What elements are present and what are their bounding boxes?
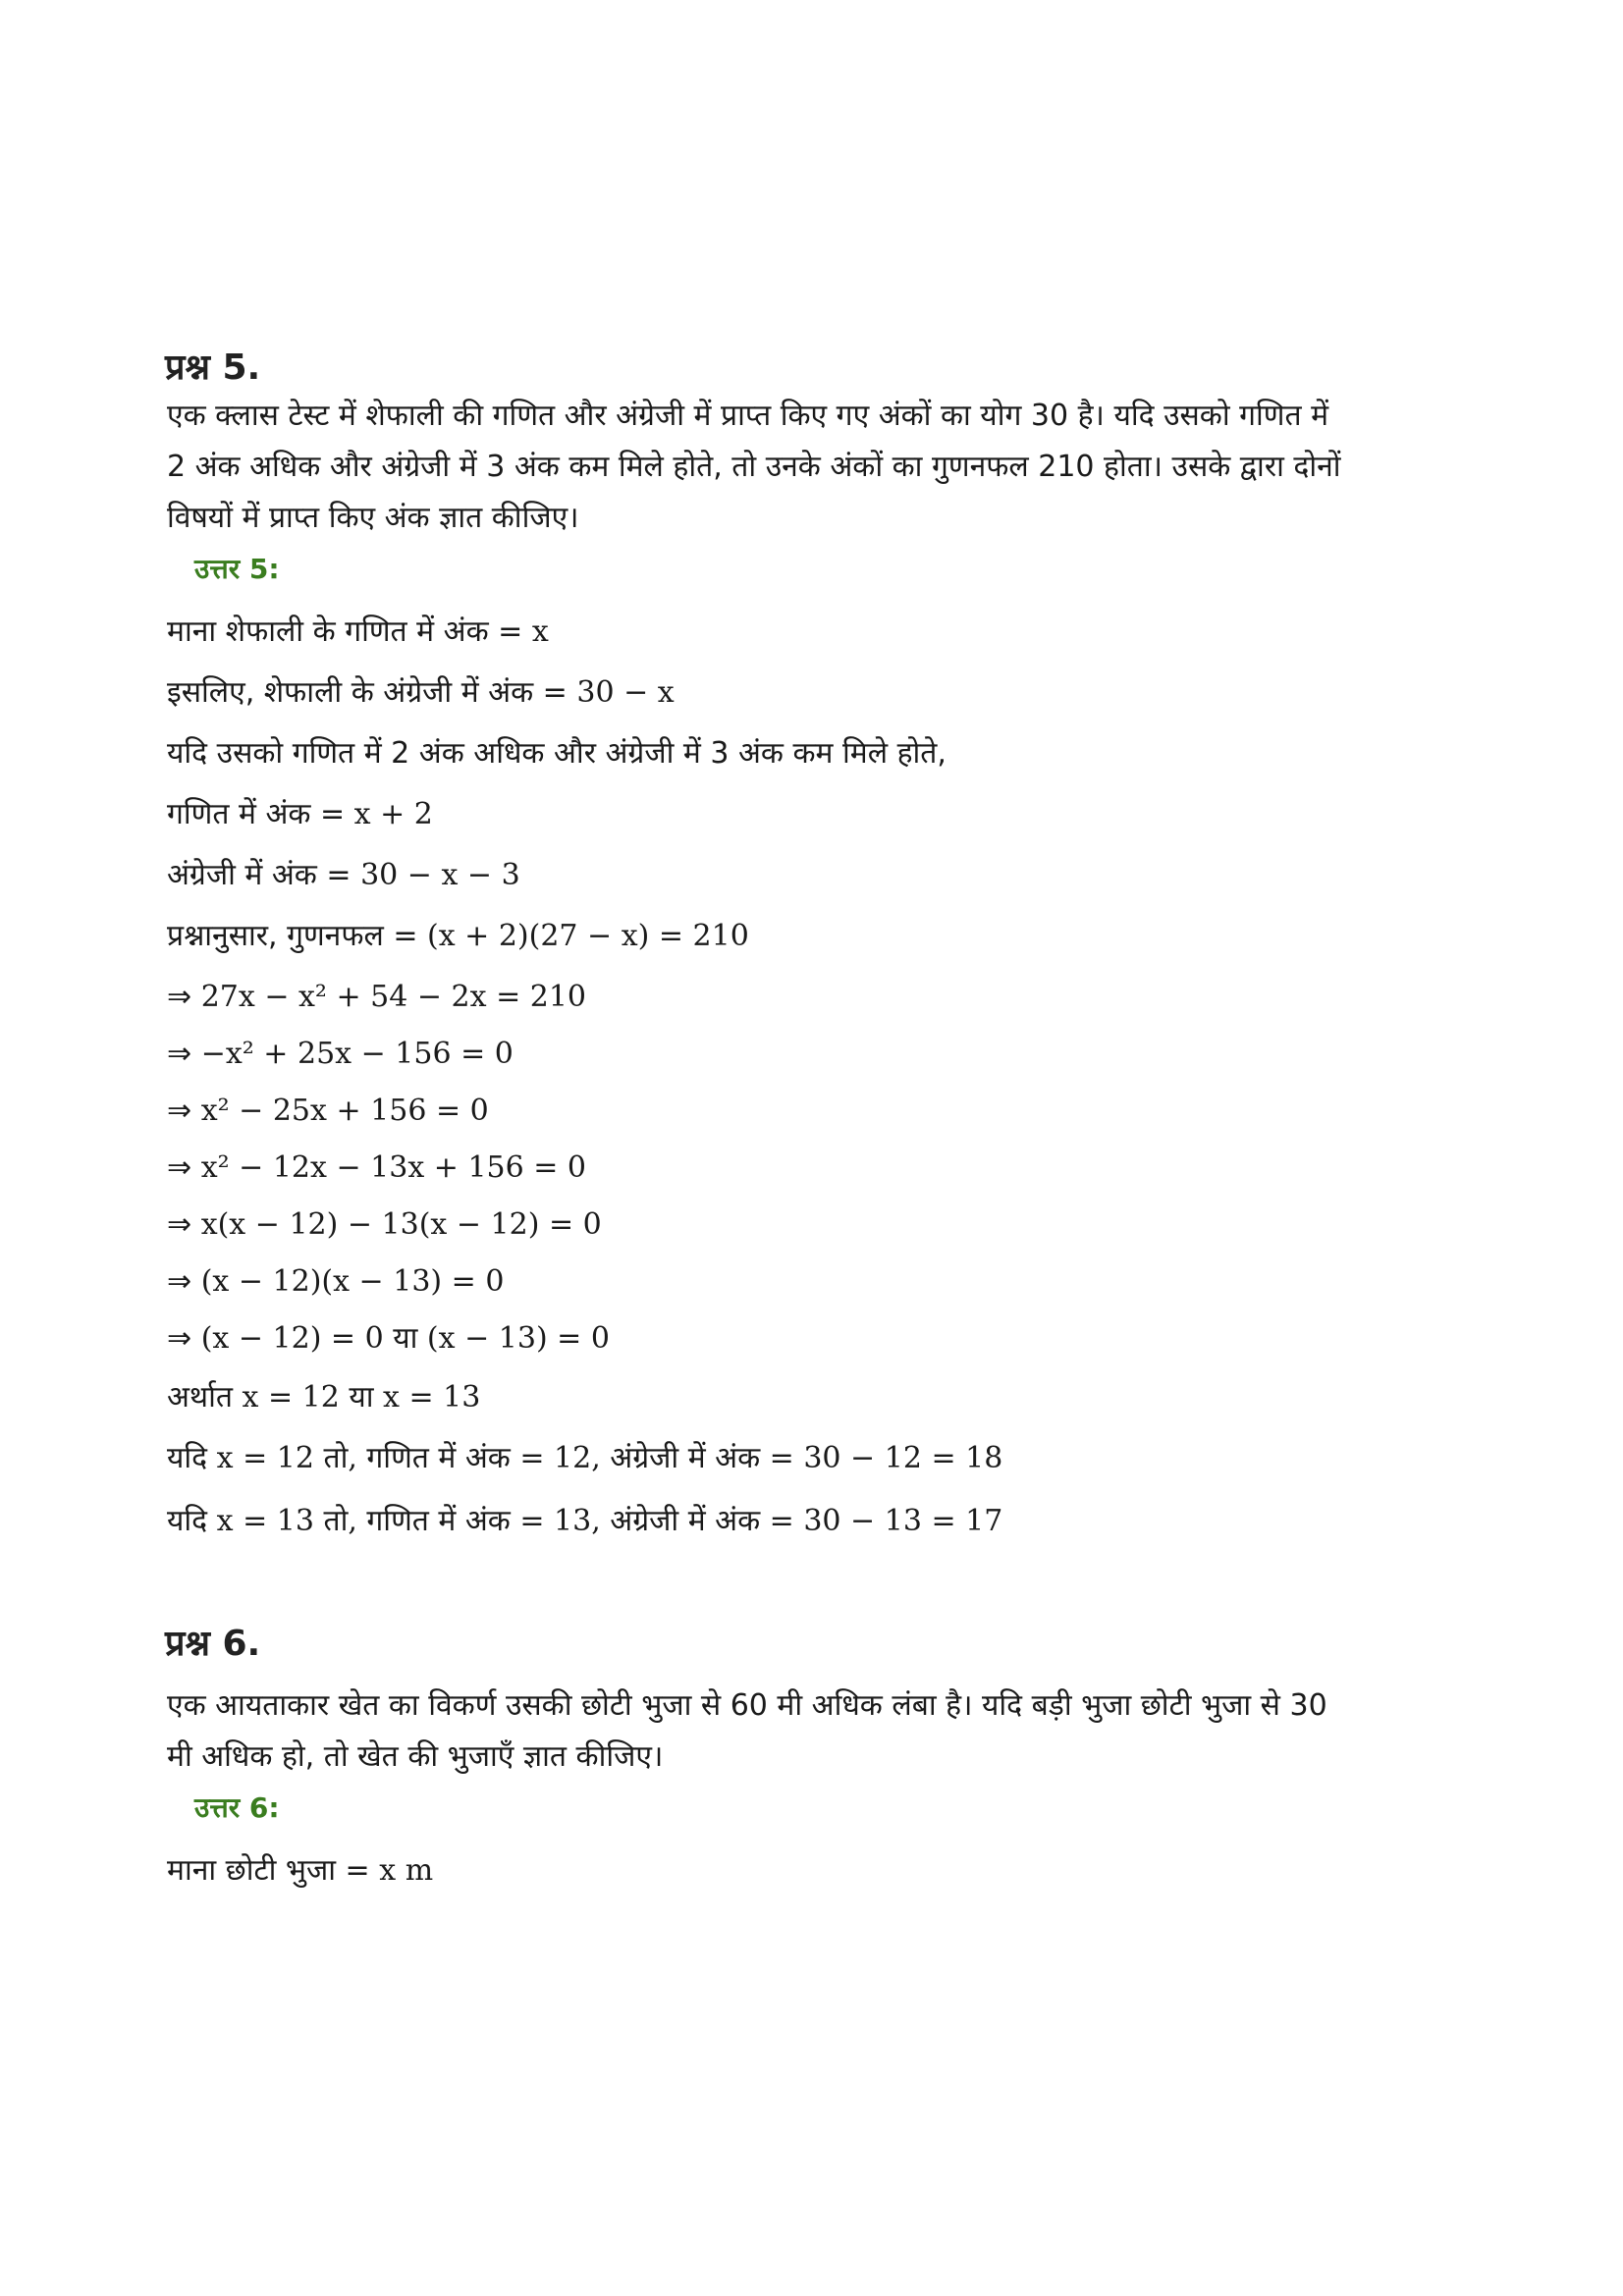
answer-6-title: उत्तर 6: bbox=[194, 1791, 280, 1824]
question-6-text: एक आयताकार खेत का विकर्ण उसकी छोटी भुजा से 60 मी अधिक लंबा है। यदि बड़ी भुजा छोटी भुजा से 30 मी अधिक हो, तो खेत की भुजाएँ ज्ञात कीजिए। bbox=[167, 1688, 1327, 1774]
answer-6-line: माना छोटी भुजा = x m bbox=[167, 1853, 434, 1888]
answer-5-title: उत्तर 5: bbox=[194, 553, 280, 585]
answer-5-line: ⇒ 27x − x² + 54 − 2x = 210 bbox=[167, 980, 587, 1014]
answer-5-line: यदि x = 13 तो, गणित में अंक = 13, अंग्रेजी में अंक = 30 − 13 = 17 bbox=[167, 1504, 1003, 1538]
answer-5-line: इसलिए, शेफाली के अंग्रेजी में अंक = 30 − x bbox=[167, 675, 675, 710]
answer-5-line: ⇒ x(x − 12) − 13(x − 12) = 0 bbox=[167, 1207, 602, 1242]
answer-5-line: अर्थात x = 12 या x = 13 bbox=[167, 1380, 481, 1415]
answer-5-line: यदि उसको गणित में 2 अंक अधिक और अंग्रेजी में 3 अंक कम मिले होते, bbox=[167, 736, 947, 771]
answer-5-line: अंग्रेजी में अंक = 30 − x − 3 bbox=[167, 858, 520, 892]
answer-5-line: प्रश्नानुसार, गुणनफल = (x + 2)(27 − x) = 210 bbox=[167, 919, 749, 953]
answer-5-line: ⇒ −x² + 25x − 156 = 0 bbox=[167, 1037, 514, 1071]
answer-5-line: ⇒ (x − 12) = 0 या (x − 13) = 0 bbox=[167, 1321, 610, 1356]
answer-5-line: यदि x = 12 तो, गणित में अंक = 12, अंग्रेजी में अंक = 30 − 12 = 18 bbox=[167, 1441, 1003, 1475]
answer-5-line: ⇒ x² − 12x − 13x + 156 = 0 bbox=[167, 1150, 587, 1185]
answer-5-line: ⇒ (x − 12)(x − 13) = 0 bbox=[167, 1264, 505, 1299]
question-6-title: प्रश्न 6. bbox=[165, 1624, 261, 1664]
answer-5-line: गणित में अंक = x + 2 bbox=[167, 797, 433, 831]
answer-5-line: माना शेफाली के गणित में अंक = x bbox=[167, 614, 549, 649]
question-5-title: प्रश्न 5. bbox=[165, 347, 261, 388]
answer-5-line: ⇒ x² − 25x + 156 = 0 bbox=[167, 1094, 489, 1128]
question-5-text: एक क्लास टेस्ट में शेफाली की गणित और अंग्रेजी में प्राप्त किए गए अंकों का योग 30 है। यदि उसको गणित में 2 अंक अधिक और अंग्रेजी में 3 अंक कम मिले होते, तो उनके अंकों का गुणनफल 210 होता। उसके द्वारा दोनों विषयों में प्राप्त किए अंक ज्ञात कीजिए। bbox=[167, 399, 1341, 535]
